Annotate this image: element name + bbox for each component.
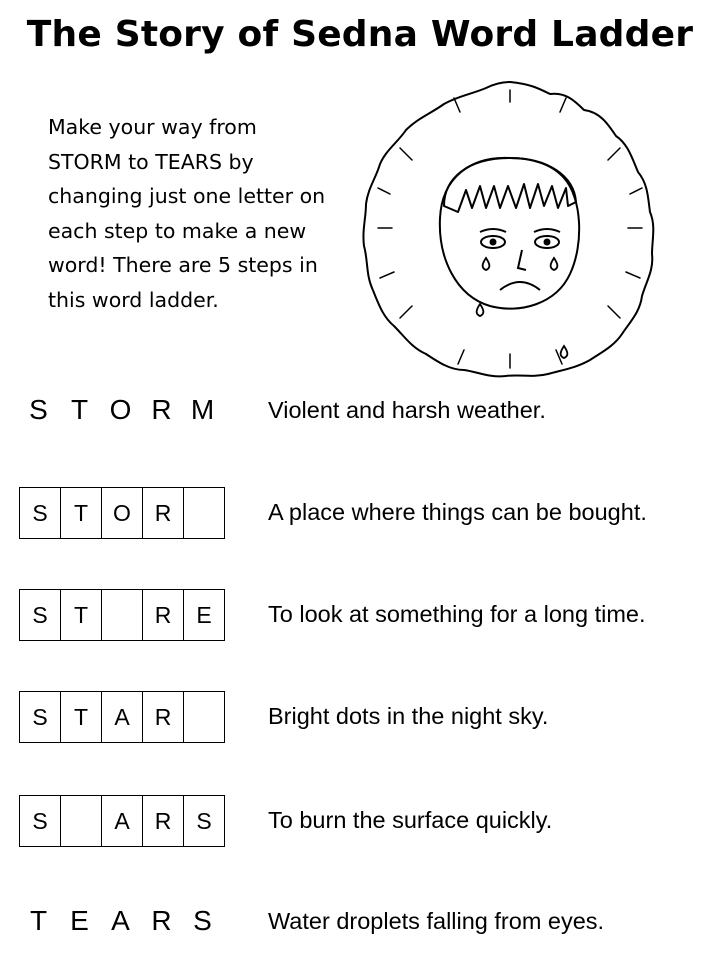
letter-box[interactable]: T [61,488,102,538]
letter-box[interactable]: R [143,796,184,846]
instructions-text: Make your way from STORM to TEARS by changing just one letter on each step to make a new word! There are 5 steps in this word ladder. [48,115,326,312]
crying-face-illustration [360,78,660,378]
ladder-step-row [18,486,718,538]
letter-box[interactable]: S [20,796,61,846]
start-letter: T [70,394,89,425]
letter-boxes [19,795,225,847]
letter-box[interactable]: S [20,692,61,742]
end-letter: T [29,905,48,936]
letter-box[interactable]: R [143,488,184,538]
start-word [18,384,223,436]
start-letter: R [151,394,172,425]
letter-box[interactable]: T [61,590,102,640]
letter-box[interactable]: O [102,488,143,538]
letter-boxes [19,487,225,539]
start-letter: S [29,394,48,425]
end-word [18,895,223,947]
page-title: The Story of Sedna Word Ladder [26,14,694,55]
letter-box[interactable]: R [143,590,184,640]
letter-box[interactable]: A [102,692,143,742]
end-letter: S [193,905,212,936]
start-letter: M [190,394,215,425]
letter-box[interactable] [61,796,102,846]
letter-box[interactable]: S [20,488,61,538]
end-letter: E [70,905,89,936]
letter-box[interactable]: E [196,601,212,628]
step-clue: Bright dots in the night sky. [268,702,549,729]
letter-box[interactable] [184,692,224,742]
ladder-start-row [18,384,718,436]
ladder-step-row [18,588,718,640]
letter-box[interactable]: S [20,590,61,640]
letter-boxes [19,589,225,641]
step-clue: To look at something for a long time. [268,600,646,627]
ladder-end-row [18,895,718,947]
letter-box[interactable] [102,590,143,640]
letter-box[interactable]: T [61,692,102,742]
end-letter: A [111,905,130,936]
start-letter: O [109,394,132,425]
ladder-step-row [18,794,718,846]
letter-boxes [19,691,225,743]
end-letter: R [151,905,172,936]
end-clue: Water droplets falling from eyes. [268,907,605,934]
letter-box[interactable]: A [102,796,143,846]
letter-box[interactable]: R [143,692,184,742]
letter-box[interactable] [184,488,224,538]
step-clue: A place where things can be bought. [268,498,647,525]
letter-box[interactable]: S [196,807,212,834]
step-clue: To burn the surface quickly. [268,806,553,833]
ladder-step-row [18,690,718,742]
start-clue: Violent and harsh weather. [268,396,546,423]
